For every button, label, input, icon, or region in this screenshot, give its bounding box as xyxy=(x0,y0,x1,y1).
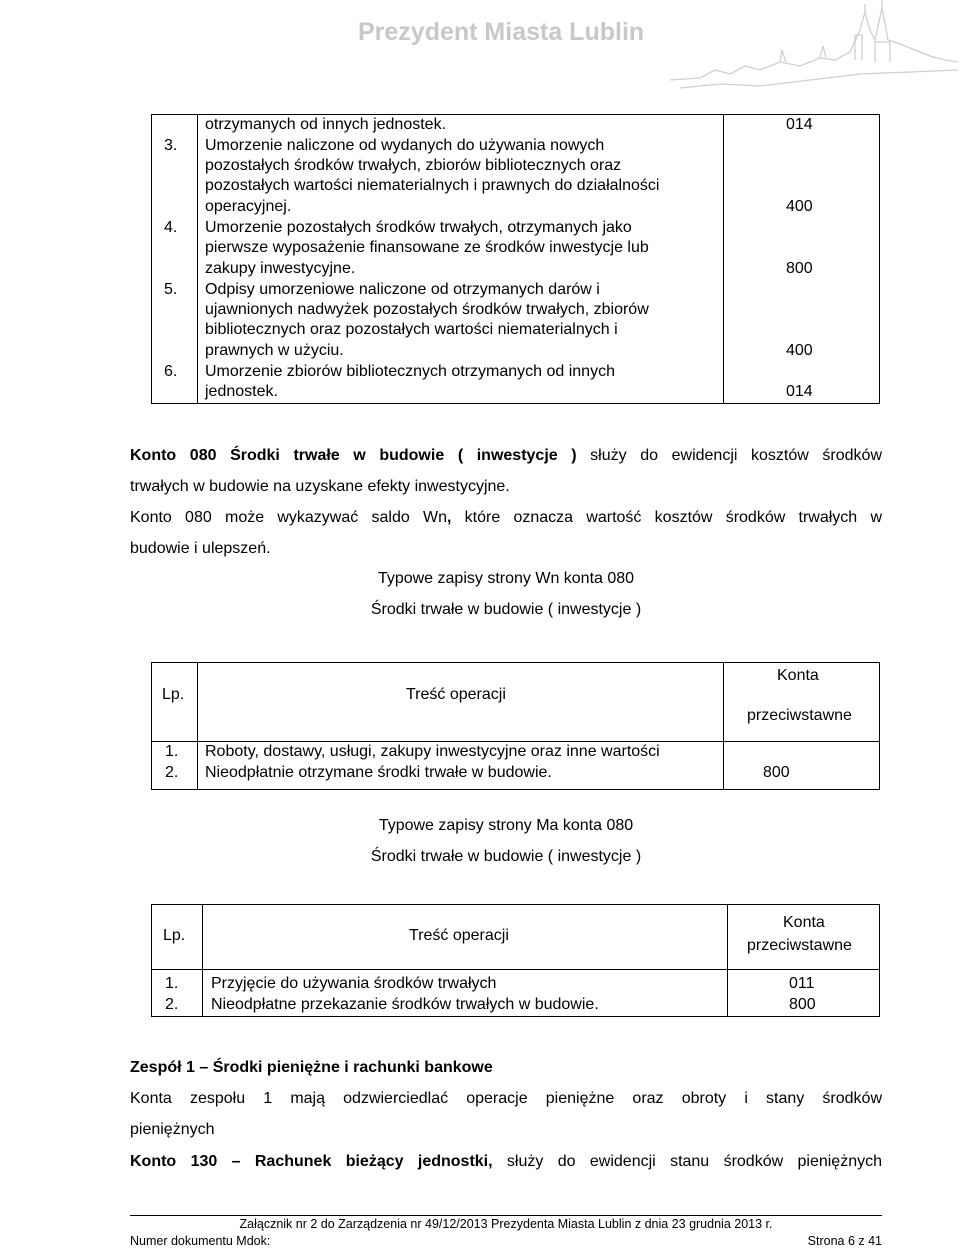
table1-row-4-line: Umorzenie pozostałych środków trwałych, otrzymanych jako xyxy=(205,219,632,236)
table1-row-3-line: pozostałych środków trwałych, zbiorów bibliotecznych oraz xyxy=(205,157,622,174)
section-wn-title: Typowe zapisy strony Wn konta 080 xyxy=(377,570,635,587)
section-ma-subtitle: Środki trwałe w budowie ( inwestycje ) xyxy=(370,848,642,865)
table-ma-row-desc: Przyjęcie do używania środków trwałych xyxy=(211,975,497,992)
konto-130-bold: Konto 130 – Rachunek bieżący jednostki, xyxy=(130,1153,493,1170)
table-ma-header-acc1: Konta xyxy=(783,914,825,931)
table1-row-3-lp: 3. xyxy=(164,137,178,154)
footer-page-number: Strona 6 z 41 xyxy=(807,1234,882,1248)
table1-row-4-line: zakupy inwestycyjne. xyxy=(205,260,356,277)
table1-first-account: 014 xyxy=(786,116,813,133)
table-ma-row-account: 800 xyxy=(789,996,816,1013)
table-wn-header-desc: Treść operacji xyxy=(406,686,506,703)
table1-row-4-lp: 4. xyxy=(164,219,178,236)
zespol-1-paragraph-line1: Konta zespołu 1 mają odzwierciedlać operacje pieniężne oraz obroty i stany środków xyxy=(130,1090,882,1107)
table-ma-row-account: 011 xyxy=(789,975,815,992)
table1-row-5-line: bibliotecznych oraz pozostałych wartości niematerialnych i xyxy=(205,321,618,338)
konto-080-desc: służy do ewidencji kosztów środków xyxy=(576,447,882,464)
city-skyline-logo xyxy=(660,0,960,95)
zespol-1-paragraph-line2: pieniężnych xyxy=(130,1121,215,1138)
saldo-part2: może wykazywać saldo Wn xyxy=(224,509,447,526)
table1-row-5-line: prawnych w użyciu. xyxy=(205,342,344,359)
header-title: Prezydent Miasta Lublin xyxy=(358,18,645,46)
footer-meta xyxy=(130,1234,882,1248)
saldo-part4: które oznacza wartość kosztów środków trwałych w xyxy=(451,509,882,526)
table-ma-header-acc2: przeciwstawne xyxy=(747,937,852,954)
table-ma-header-lp: Lp. xyxy=(163,927,186,944)
footer-divider xyxy=(130,1215,882,1216)
table-wn-row-desc: Nieodpłatnie otrzymane środki trwałe w budowie. xyxy=(205,764,552,781)
section-wn-subtitle: Środki trwałe w budowie ( inwestycje ) xyxy=(370,601,642,618)
paragraph-konto-080-line2: trwałych w budowie na uzyskane efekty inwestycyjne. xyxy=(130,478,510,495)
table-wn-row-lp: 1. xyxy=(165,743,179,760)
table1-row-6-line: Umorzenie zbiorów bibliotecznych otrzymanych od innych xyxy=(205,363,615,380)
table-ma-row-desc: Nieodpłatne przekazanie środków trwałych w budowie. xyxy=(211,996,599,1013)
table-wn-row-account: 800 xyxy=(763,764,790,781)
table1-row-4-account: 800 xyxy=(786,260,813,277)
footer-attachment-note: Załącznik nr 2 do Zarządzenia nr 49/12/2013 Prezydenta Miasta Lublin z dnia 23 grudnia 2013 r. xyxy=(239,1217,773,1231)
table-ma-row-lp: 2. xyxy=(165,996,179,1013)
saldo-comma: , xyxy=(446,509,452,526)
table-wn-header-acc2: przeciwstawne xyxy=(747,707,852,724)
table1-row-5-lp: 5. xyxy=(164,281,178,298)
table1-row-6-line: jednostek. xyxy=(205,383,278,400)
konto-080-bold: Konto 080 Środki trwałe w budowie ( inwestycje ) xyxy=(130,447,577,464)
table1-row-6-account: 014 xyxy=(786,383,813,400)
paragraph-konto-080-line1 xyxy=(130,440,882,471)
footer-doc-number-label: Numer dokumentu Mdok: xyxy=(130,1234,271,1248)
table1-row-6-lp: 6. xyxy=(164,363,178,380)
table1-row-4-line: pierwsze wyposażenie finansowane ze środków inwestycje lub xyxy=(205,239,649,256)
table-wn-row-lp: 2. xyxy=(165,764,179,781)
table1-row-3-line: operacyjnej. xyxy=(205,198,292,215)
zespol-1-heading: Zespół 1 – Środki pieniężne i rachunki bankowe xyxy=(130,1059,493,1076)
table1-row-3-line: Umorzenie naliczone od wydanych do używania nowych xyxy=(205,137,605,154)
table1-first-line: otrzymanych od innych jednostek. xyxy=(205,116,447,133)
table-wn-header-lp: Lp. xyxy=(162,686,185,703)
konto-130-desc: służy do ewidencji stanu środków pieniężnych xyxy=(492,1153,883,1170)
table-wn-row-desc: Roboty, dostawy, usługi, zakupy inwestycyjne oraz inne wartości xyxy=(205,743,660,760)
paragraph-saldo-line2: budowie i ulepszeń. xyxy=(130,540,271,557)
paragraph-saldo-line1 xyxy=(130,502,882,533)
section-ma-title: Typowe zapisy strony Ma konta 080 xyxy=(378,817,634,834)
saldo-part1: Konto 080 xyxy=(130,509,225,526)
table-ma-row-lp: 1. xyxy=(165,975,179,992)
table-ma-header-desc: Treść operacji xyxy=(409,927,509,944)
table1-row-3-line: pozostałych wartości niematerialnych i prawnych do działalności xyxy=(205,177,660,194)
konto-130-paragraph xyxy=(130,1146,882,1177)
table1-row-5-account: 400 xyxy=(786,342,813,359)
table1-row-5-line: ujawnionych nadwyżek pozostałych środków trwałych, zbiorów xyxy=(205,301,649,318)
table1-row-3-account: 400 xyxy=(786,198,813,215)
table1-row-5-line: Odpisy umorzeniowe naliczone od otrzymanych darów i xyxy=(205,281,600,298)
table-wn-header-acc1: Konta xyxy=(777,667,819,684)
